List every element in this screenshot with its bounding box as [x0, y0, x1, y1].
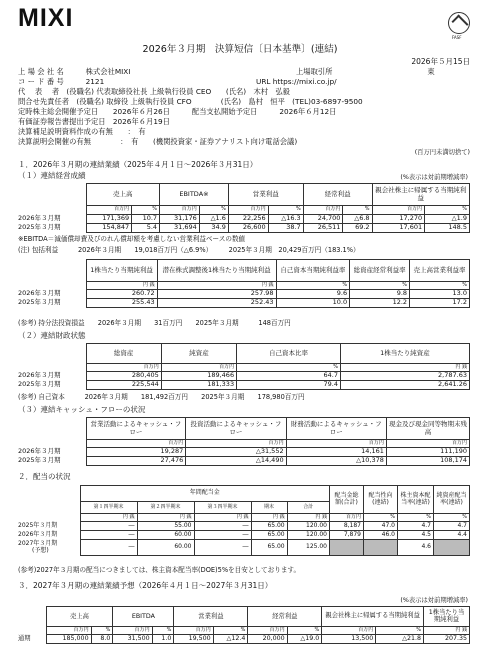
- cell: 10.7: [132, 215, 160, 224]
- unit-cell: %: [425, 206, 470, 215]
- unit-cell: %: [398, 514, 434, 522]
- row-label: 通期: [18, 635, 31, 643]
- unit-cell: 百万円: [174, 627, 213, 635]
- row-label: 2025年３月期: [18, 223, 61, 232]
- cell: △1.6: [199, 215, 228, 224]
- table-row: [18, 522, 470, 531]
- header-op-margin: 売上高営業利益率: [410, 260, 470, 282]
- cell: 1.0: [152, 635, 174, 644]
- header-total-assets: 総資産: [86, 344, 161, 364]
- section-1-1-heading: （１）連結経営成績: [18, 171, 86, 180]
- header-payout-ratio: 配当性向(連結): [364, 486, 398, 514]
- cell: 255.43: [86, 299, 157, 308]
- cell: 225,544: [86, 381, 161, 390]
- unit-cell: 百万円: [113, 627, 152, 635]
- cell: 4.6: [398, 540, 434, 556]
- header-operating-income: 営業利益: [174, 607, 248, 627]
- header-sales: 売上高: [46, 607, 113, 627]
- unit-cell: 百万円: [286, 440, 386, 448]
- cell: 22,256: [228, 215, 268, 224]
- row-label: 2026年３月期: [18, 447, 61, 456]
- header-year-end: 期末: [251, 502, 287, 514]
- briefing-session: 決算説明会開催の有無 ： 有 (機関投資家・証券アナリスト向け電話会議): [18, 137, 298, 146]
- cell: ―: [194, 531, 251, 540]
- row-label: 2025年３月期: [18, 380, 61, 389]
- row-label: 2025年３月期: [18, 456, 61, 465]
- table-row: [18, 635, 470, 644]
- cell: 13.0: [410, 290, 470, 299]
- cell: 64.7: [237, 372, 341, 381]
- header-diluted-eps: 潜在株式調整後1株当たり当期純利益: [157, 260, 276, 282]
- section-3-heading: ３．2027年３月期の連結業績予想（2026年４月１日～2027年３月31日）: [18, 581, 273, 590]
- unit-cell: %: [268, 206, 303, 215]
- table-row: [18, 381, 470, 390]
- header-eps: 1株当たり当期純利益: [86, 260, 157, 282]
- pct-note-forecast: (%表示は対前期増減率): [400, 597, 468, 604]
- row-label: 2025年３月期: [18, 298, 61, 307]
- row-label-forecast: (予想): [32, 546, 49, 554]
- section-1-heading: １．2026年３月期の連結業績（2025年４月１日～2026年３月31日）: [18, 160, 258, 169]
- cell: 17,270: [372, 215, 425, 224]
- report-date: 2026年５月15日: [411, 57, 470, 66]
- row-label: 2026年３月期: [18, 530, 58, 538]
- cell: 181,333: [161, 381, 236, 390]
- emblem-icon: [448, 12, 470, 34]
- unit-cell: 百万円: [228, 206, 268, 215]
- unit-cell: 百万円: [86, 364, 161, 372]
- cell: 171,369: [86, 215, 132, 224]
- cell: ―: [80, 531, 137, 540]
- cell: ―: [194, 540, 251, 556]
- stock-code: コ ー ド 番 号 2121: [18, 77, 105, 86]
- unit-cell: %: [434, 514, 470, 522]
- unit-cell: 百万円: [330, 514, 364, 522]
- unit-cell: %: [213, 627, 248, 635]
- cell: 65.00: [251, 522, 287, 531]
- table-row: [18, 531, 470, 540]
- unit-cell: 百万円: [86, 440, 186, 448]
- unit-cell: 円 銭: [340, 364, 469, 372]
- operating-results-table: [18, 183, 470, 233]
- cell: 4.5: [398, 531, 434, 540]
- table-row: [18, 290, 470, 299]
- unit-cell: %: [287, 627, 322, 635]
- header-roa: 総資産経常利益率: [350, 260, 410, 282]
- unit-cell: %: [343, 206, 372, 215]
- unit-cell: %: [350, 282, 410, 290]
- cell: ―: [80, 540, 137, 556]
- cell: 9.6: [276, 290, 350, 299]
- header-dividend-total: 配当金総額(合計): [330, 486, 364, 514]
- table-row: [18, 299, 470, 308]
- unit-cell: 百万円: [86, 206, 132, 215]
- header-q1: 第１四半期末: [80, 502, 137, 514]
- unit-cell: %: [364, 514, 398, 522]
- cell: 24,700: [303, 215, 343, 224]
- header-bps: 1株当たり純資産: [340, 344, 469, 364]
- cell: 10.0: [276, 299, 350, 308]
- cell: △1.9: [425, 215, 470, 224]
- table-row: [18, 224, 470, 233]
- company-url[interactable]: URL https://mixi.co.jp/: [256, 77, 337, 86]
- cell: 65.00: [251, 540, 287, 556]
- cell: 31,500: [113, 635, 152, 644]
- section-2-heading: ２．配当の状況: [18, 472, 71, 481]
- unit-cell: 円 銭: [251, 514, 287, 522]
- unit-cell: 円 銭: [424, 627, 470, 635]
- dividend-note: (参考)2027年３月期の配当につきましては、株主資本配当率(DOE)5%を目安としております。: [18, 566, 301, 574]
- cell: 69.2: [343, 224, 372, 233]
- cell: ―: [80, 522, 137, 531]
- header-ebitda: EBITDA: [113, 607, 174, 627]
- unit-cell: %: [410, 282, 470, 290]
- cell: △16.3: [268, 215, 303, 224]
- header-investing-cf: 投資活動によるキャッシュ・フロー: [186, 418, 286, 440]
- unit-cell: 円 銭: [80, 514, 137, 522]
- cell: 4.4: [434, 531, 470, 540]
- cell: 148.5: [425, 224, 470, 233]
- comprehensive-income: (注) 包括利益 2026年３月期 19,018百万円（△6.9%） 2025年３月期 20,429百万円（183.1%）: [18, 246, 360, 254]
- cell: ―: [194, 522, 251, 531]
- header-financing-cf: 財務活動によるキャッシュ・フロー: [286, 418, 386, 440]
- unit-cell: %: [91, 627, 113, 635]
- table-row: [18, 372, 470, 381]
- cell: 120.00: [287, 531, 329, 540]
- cell: 257.98: [157, 290, 276, 299]
- cell: 31,176: [160, 215, 200, 224]
- cell: △31,552: [186, 448, 286, 457]
- table-row: [18, 540, 470, 556]
- cell: △10,378: [286, 457, 386, 466]
- cell: 7,879: [330, 531, 364, 540]
- cell: 8,187: [330, 522, 364, 531]
- cell: 65.00: [251, 531, 287, 540]
- cell: [364, 540, 398, 556]
- cell: 38.7: [268, 224, 303, 233]
- header-operating-cf: 営業活動によるキャッシュ・フロー: [86, 418, 186, 440]
- document-title: 2026年３月期 決算短信〔日本基準〕(連結): [142, 44, 338, 55]
- contact-person: 問合せ先責任者 (役職名) 取締役 上級執行役員 CFO (氏名) 島村 恒平 (TEL)03-6897-9500: [18, 97, 363, 106]
- emblem-text: FASF: [452, 35, 462, 40]
- own-capital-note: (参考) 自己資本 2026年３月期 181,492百万円 2025年３月期 178,980百万円: [18, 393, 305, 401]
- cell: 47.0: [364, 522, 398, 531]
- cell: [330, 540, 364, 556]
- unit-cell: 百万円: [248, 627, 287, 635]
- unit-cell: 百万円: [386, 440, 469, 448]
- header-equity-ratio: 自己資本比率: [237, 344, 341, 364]
- cell: 26,600: [228, 224, 268, 233]
- row-label: 2025年３月期: [18, 521, 58, 529]
- cell: 13,500: [322, 635, 376, 644]
- equity-method-note: (参考) 持分法投資損益 2026年３月期 31百万円 2025年３月期 148百万円: [18, 319, 291, 327]
- company-logo: MIXI: [18, 4, 74, 32]
- header-total: 合計: [287, 502, 329, 514]
- cell: 5.4: [132, 224, 160, 233]
- header-net-income: 親会社株主に帰属する当期純利益: [372, 184, 469, 206]
- unit-cell: 百万円: [372, 206, 425, 215]
- unit-note: (百万円未満切捨て): [414, 149, 470, 156]
- cell: 27,476: [86, 457, 186, 466]
- cell: 46.0: [364, 531, 398, 540]
- cell: △6.8: [343, 215, 372, 224]
- section-1-3-heading: （３）連結キャッシュ・フローの状況: [18, 405, 146, 414]
- table-row: [18, 448, 470, 457]
- unit-cell: 円 銭: [287, 514, 329, 522]
- listed-company: 上 場 会 社 名 株式会社MIXI: [18, 67, 131, 76]
- header-doe: 株主資本配当率(連結): [398, 486, 434, 514]
- cell: 8.0: [91, 635, 113, 644]
- unit-cell: %: [152, 627, 174, 635]
- pct-note: (%表示は対前期増減率): [400, 174, 468, 181]
- unit-cell: %: [237, 364, 341, 372]
- unit-cell: 百万円: [303, 206, 343, 215]
- header-net-assets: 純資産: [161, 344, 236, 364]
- cell: 9.8: [350, 290, 410, 299]
- unit-cell: 百万円: [322, 627, 376, 635]
- cell: 20,000: [248, 635, 287, 644]
- header-ordinary-income: 経常利益: [303, 184, 372, 206]
- cell: 34.9: [199, 224, 228, 233]
- unit-cell: %: [376, 627, 424, 635]
- ebitda-note: ※EBITDA＝減価償却費及びのれん償却額を考慮しない営業利益ベースの数値: [18, 235, 246, 243]
- cell: 252.43: [157, 299, 276, 308]
- header-net-income: 親会社株主に帰属する当期純利益: [322, 607, 424, 627]
- header-ebitda: EBITDA※: [160, 184, 229, 206]
- forecast-table: [18, 606, 470, 644]
- meeting-date: 定時株主総会開催予定日 2026年６月26日 配当支払開始予定日 2026年６月12日: [18, 107, 337, 116]
- row-label: [18, 540, 80, 556]
- cell: 108,174: [386, 457, 469, 466]
- cell: 19,500: [174, 635, 213, 644]
- cell: 125.00: [287, 540, 329, 556]
- header-cash-end: 現金及び現金同等物期末残高: [386, 418, 469, 440]
- header-q3: 第３四半期末: [194, 502, 251, 514]
- cell: 207.35: [424, 635, 470, 644]
- cell: △14,490: [186, 457, 286, 466]
- header-ordinary-income: 経常利益: [248, 607, 322, 627]
- cell: △19.0: [287, 635, 322, 644]
- unit-cell: 円 銭: [157, 282, 276, 290]
- dividend-table: [18, 485, 470, 556]
- cell: 111,190: [386, 448, 469, 457]
- unit-cell: 円 銭: [194, 514, 251, 522]
- unit-cell: 百万円: [186, 440, 286, 448]
- cash-flow-table: [18, 417, 470, 466]
- unit-cell: %: [199, 206, 228, 215]
- cell: 60.00: [137, 531, 194, 540]
- cell: 280,405: [86, 372, 161, 381]
- row-label: 2026年３月期: [18, 214, 61, 223]
- section-1-2-heading: （２）連結財政状態: [18, 331, 86, 340]
- cell: 120.00: [287, 522, 329, 531]
- cell: 12.2: [350, 299, 410, 308]
- cell: 26,511: [303, 224, 343, 233]
- cell: 260.72: [86, 290, 157, 299]
- row-label: 2026年３月期: [18, 371, 61, 380]
- row-label-year: 2027年３月期: [18, 540, 58, 548]
- cell: 60.00: [137, 540, 194, 556]
- cell: △21.8: [376, 635, 424, 644]
- cell: 19,287: [86, 448, 186, 457]
- stock-exchange: 上場取引所 東: [296, 67, 435, 76]
- header-q2: 第２四半期末: [137, 502, 194, 514]
- header-eps: 1株当たり当期純利益: [424, 607, 470, 627]
- header-roe: 自己資本当期純利益率: [276, 260, 350, 282]
- cell: 79.4: [237, 381, 341, 390]
- cell: 4.7: [398, 522, 434, 531]
- unit-cell: 円 銭: [86, 282, 157, 290]
- header-sales: 売上高: [86, 184, 160, 206]
- cell: 17,601: [372, 224, 425, 233]
- cell: △12.4: [213, 635, 248, 644]
- table-row: [18, 457, 470, 466]
- cell: 4.7: [434, 522, 470, 531]
- table-row: [18, 215, 470, 224]
- cell: 154,847: [86, 224, 132, 233]
- cell: 185,000: [46, 635, 91, 644]
- cell: 189,466: [161, 372, 236, 381]
- supplementary-material: 決算補足説明資料作成の有無 ： 有: [18, 127, 146, 136]
- unit-cell: 百万円: [161, 364, 236, 372]
- unit-cell: 円 銭: [137, 514, 194, 522]
- unit-cell: 百万円: [46, 627, 91, 635]
- header-operating-income: 営業利益: [228, 184, 303, 206]
- cell: 31,694: [160, 224, 200, 233]
- cell: 17.2: [410, 299, 470, 308]
- financial-position-table: [18, 343, 470, 390]
- per-share-table: [18, 259, 470, 308]
- cell: 2,641.26: [340, 381, 469, 390]
- unit-cell: 百万円: [160, 206, 200, 215]
- report-date-row: 有価証券報告書提出予定日 2026年６月19日: [18, 117, 170, 126]
- cell: 14,161: [286, 448, 386, 457]
- unit-cell: %: [276, 282, 350, 290]
- row-label: 2026年３月期: [18, 289, 61, 298]
- cell: 55.00: [137, 522, 194, 531]
- header-dividend-on-net-assets: 純資産配当率(連結): [434, 486, 470, 514]
- representative: 代 表 者 (役職名) 代表取締役社長 上級執行役員 CEO (氏名) 木村 弘毅: [18, 87, 290, 96]
- header-annual-dividend: 年間配当金: [80, 486, 330, 502]
- unit-cell: %: [132, 206, 160, 215]
- cell: [434, 540, 470, 556]
- cell: 2,787.63: [340, 372, 469, 381]
